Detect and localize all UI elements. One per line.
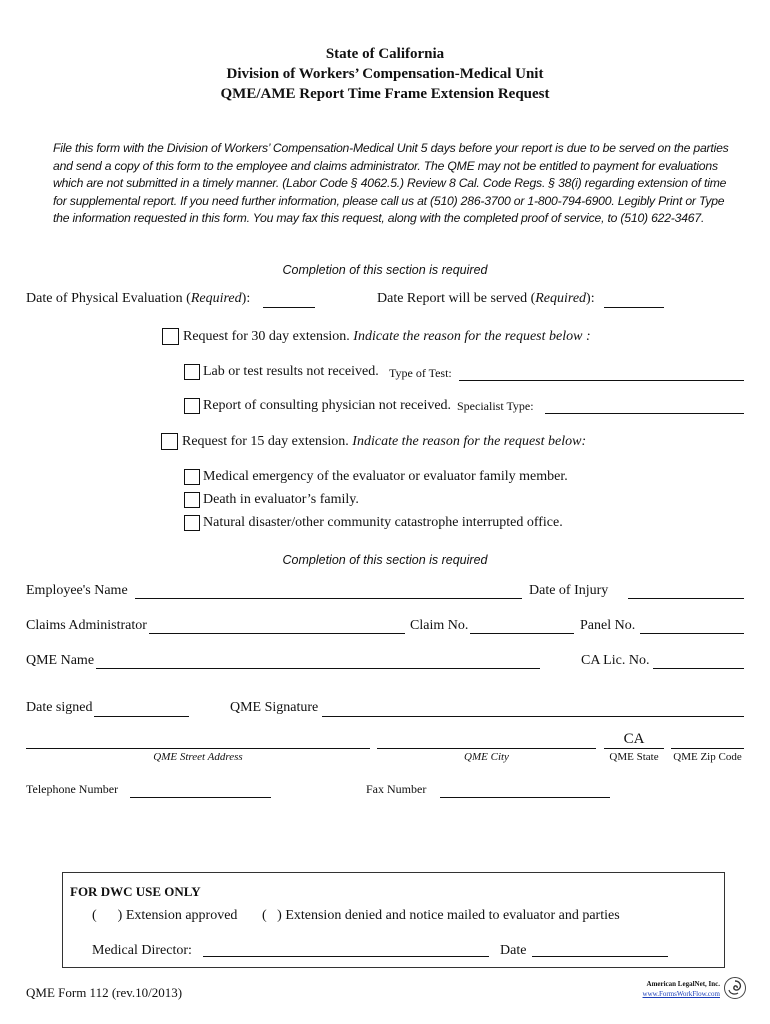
- dwc-date-field[interactable]: [532, 956, 668, 957]
- extension-denied-option[interactable]: ( ) Extension denied and notice mailed to evaluator and parties: [262, 908, 620, 923]
- qme-signature-label: QME Signature: [230, 700, 319, 715]
- fax-field[interactable]: [440, 797, 610, 798]
- dwc-heading: FOR DWC USE ONLY: [70, 884, 201, 899]
- publisher-logo-icon: [724, 977, 746, 999]
- header-form-title: QME/AME Report Time Frame Extension Request: [220, 86, 550, 102]
- date-of-injury-field[interactable]: [628, 598, 744, 599]
- header-state: State of California: [325, 46, 445, 62]
- date-served-field[interactable]: [604, 307, 664, 308]
- ca-lic-label: CA Lic. No.: [581, 653, 650, 668]
- panel-no-label: Panel No.: [580, 618, 636, 633]
- section2-heading: Completion of this section is required: [282, 553, 488, 567]
- date-signed-field[interactable]: [94, 716, 189, 717]
- disaster-checkbox[interactable]: [184, 515, 200, 531]
- ext30-checkbox[interactable]: [162, 328, 179, 345]
- claims-admin-label: Claims Administrator: [26, 618, 147, 633]
- type-of-test-field[interactable]: [459, 380, 744, 381]
- panel-no-field[interactable]: [640, 633, 744, 634]
- lab-results-label: Lab or test results not received.: [203, 364, 379, 379]
- qme-signature-field[interactable]: [322, 716, 744, 717]
- state-label: QME State: [609, 751, 659, 763]
- street-address-label: QME Street Address: [153, 751, 243, 763]
- date-exam-label: Date of Physical Evaluation (Required):: [26, 291, 251, 306]
- swirl-icon: [725, 978, 745, 998]
- claim-no-field[interactable]: [470, 633, 574, 634]
- consult-label: Report of consulting physician not received.: [203, 398, 452, 413]
- telephone-label: Telephone Number: [26, 782, 119, 796]
- ext15-checkbox[interactable]: [161, 433, 178, 450]
- medical-director-label: Medical Director:: [92, 943, 192, 958]
- state-value[interactable]: CA: [623, 731, 645, 747]
- fax-label: Fax Number: [366, 782, 427, 796]
- form-id: QME Form 112 (rev.10/2013): [26, 985, 183, 1000]
- date-served-label: Date Report will be served (Required):: [377, 291, 595, 306]
- telephone-field[interactable]: [130, 797, 271, 798]
- ext30-label: Request for 30 day extension. Indicate the reason for the request below :: [183, 329, 591, 344]
- claims-admin-field[interactable]: [149, 633, 405, 634]
- publisher-name: American LegalNet, Inc.: [646, 980, 720, 988]
- qme-name-field[interactable]: [96, 668, 540, 669]
- specialist-type-label: Specialist Type:: [457, 399, 534, 413]
- type-of-test-label: Type of Test:: [389, 366, 452, 380]
- consult-checkbox[interactable]: [184, 398, 200, 414]
- emergency-checkbox[interactable]: [184, 469, 200, 485]
- qme-name-label: QME Name: [26, 653, 95, 668]
- ext15-label: Request for 15 day extension. Indicate the reason for the request below:: [182, 434, 587, 449]
- specialist-type-field[interactable]: [545, 413, 744, 414]
- death-label: Death in evaluator’s family.: [203, 492, 359, 507]
- date-of-injury-label: Date of Injury: [529, 583, 609, 598]
- dwc-date-label: Date: [500, 943, 527, 958]
- publisher-link[interactable]: www.FormsWorkFlow.com: [642, 990, 720, 998]
- date-signed-label: Date signed: [26, 700, 93, 715]
- extension-approved-option[interactable]: ( ) Extension approved: [92, 908, 238, 923]
- death-checkbox[interactable]: [184, 492, 200, 508]
- employee-name-field[interactable]: [135, 598, 522, 599]
- publisher-block: [628, 979, 720, 999]
- zip-field[interactable]: [671, 748, 744, 749]
- emergency-label: Medical emergency of the evaluator or evaluator family member.: [203, 469, 568, 484]
- zip-label: QME Zip Code: [673, 751, 742, 763]
- intro-paragraph: File this form with the Division of Workers’ Compensation-Medical Unit 5 days before your report is due to be served on the parties and send a copy of this form to the employee and claims administrator. The QME may not be entitled to payment for evaluations which are not submitted in a timely manner. (Labor Code § 4062.5.) Review 8 Cal. Code Regs. § 38(i) regarding extension of time for supplemental report. If you need further information, please call us at (510) 286-3700 or 1-800-794-6900. Legibly Print or Type the information requested in this form. You may fax this request, along with the completed proof of service, to (510) 622-3467.: [53, 141, 729, 225]
- city-label: QME City: [464, 751, 509, 763]
- city-field[interactable]: [377, 748, 596, 749]
- form-header: [0, 44, 770, 104]
- disaster-label: Natural disaster/other community catastrophe interrupted office.: [203, 515, 563, 530]
- section1-heading: Completion of this section is required: [282, 263, 488, 277]
- ca-lic-field[interactable]: [653, 668, 744, 669]
- street-address-field[interactable]: [26, 748, 370, 749]
- lab-results-checkbox[interactable]: [184, 364, 200, 380]
- employee-name-label: Employee's Name: [26, 583, 128, 598]
- header-division: Division of Workers’ Compensation-Medical Unit: [226, 66, 544, 82]
- date-exam-field[interactable]: [263, 307, 315, 308]
- state-field[interactable]: [604, 748, 664, 749]
- claim-no-label: Claim No.: [410, 618, 469, 633]
- medical-director-field[interactable]: [203, 956, 489, 957]
